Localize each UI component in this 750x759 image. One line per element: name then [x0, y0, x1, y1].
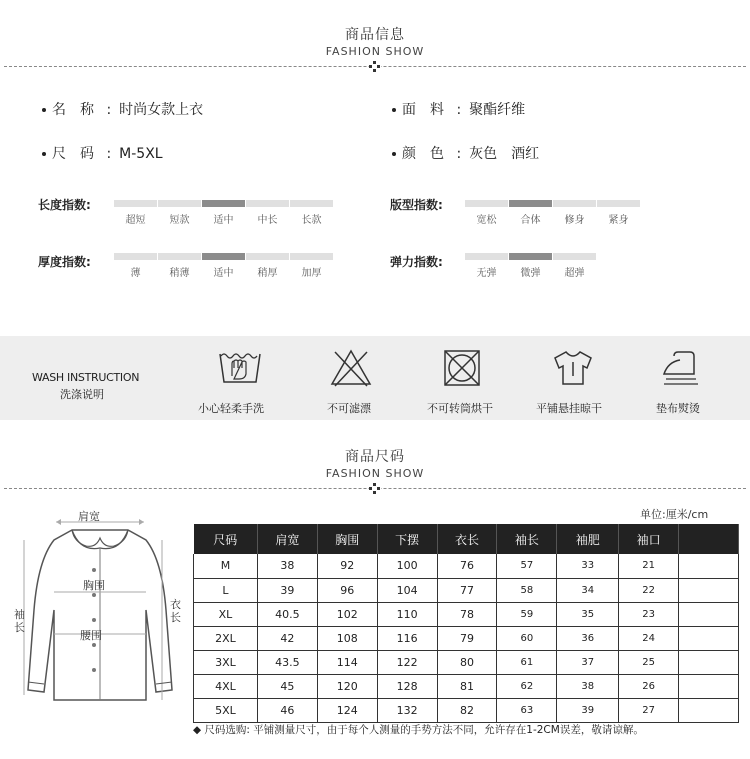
table-cell [679, 674, 739, 698]
elasticity-option [465, 253, 508, 279]
thickness-option-label: 适中 [213, 268, 234, 279]
size-table-header-cell: 袖肥 [557, 524, 619, 554]
size-section-title [0, 446, 750, 480]
wash-instruction-band [0, 336, 750, 420]
table-cell: 21 [619, 554, 679, 578]
table-cell: 116 [377, 626, 437, 650]
table-cell: 40.5 [257, 602, 317, 626]
table-cell: 46 [257, 698, 317, 722]
table-cell: 104 [377, 578, 437, 602]
table-cell: 24 [619, 626, 679, 650]
elasticity-option-label: 超弹 [564, 268, 585, 279]
table-cell: 100 [377, 554, 437, 578]
table-cell: 4XL [194, 674, 258, 698]
length-option-label: 适中 [213, 215, 234, 226]
table-cell: 132 [377, 698, 437, 722]
fit-option [553, 200, 596, 226]
length-index-label: 长度指数: [38, 198, 91, 212]
table-cell: 78 [437, 602, 497, 626]
thickness-option [290, 253, 333, 279]
length-option [158, 200, 201, 226]
table-cell: 92 [317, 554, 377, 578]
unit-label: 单位:厘米/cm [640, 508, 709, 521]
table-cell [679, 554, 739, 578]
thickness-option-label: 加厚 [301, 268, 322, 279]
line-dry-icon [551, 348, 595, 388]
wash-label-5: 垫布熨烫 [656, 402, 700, 415]
fit-option-label: 宽松 [476, 215, 497, 226]
fit-option [465, 200, 508, 226]
table-row [194, 650, 739, 674]
elasticity-option-label: 微弹 [520, 268, 541, 279]
table-cell: 59 [497, 602, 557, 626]
attr-name: 名 称 : 时尚女款上衣 [42, 99, 203, 119]
size-table-header-cell: 肩宽 [257, 524, 317, 554]
table-cell: 45 [257, 674, 317, 698]
table-cell: 61 [497, 650, 557, 674]
table-cell: 57 [497, 554, 557, 578]
size-table-header-cell: 尺码 [194, 524, 258, 554]
table-cell: 60 [497, 626, 557, 650]
table-cell: 42 [257, 626, 317, 650]
wash-label-1: 小心轻柔手洗 [198, 402, 264, 415]
table-cell: 110 [377, 602, 437, 626]
fit-option-label: 紧身 [608, 215, 629, 226]
thickness-option-label: 稍厚 [257, 268, 278, 279]
size-table-header [194, 524, 739, 554]
length-option-label: 中长 [257, 215, 278, 226]
size-table-header-cell: 胸围 [317, 524, 377, 554]
table-cell: 76 [437, 554, 497, 578]
table-cell: 82 [437, 698, 497, 722]
length-index-scale [114, 200, 334, 226]
fit-option-label: 修身 [564, 215, 585, 226]
length-option [114, 200, 157, 226]
fit-index-scale [465, 200, 641, 226]
table-cell: 38 [557, 674, 619, 698]
size-table-header-cell [679, 524, 739, 554]
table-cell: 39 [257, 578, 317, 602]
table-cell: 3XL [194, 650, 258, 674]
no-tumble-dry-icon [440, 348, 484, 388]
table-row [194, 626, 739, 650]
attr-name-label: 名 称 [52, 102, 94, 118]
elasticity-option-label: 无弹 [476, 268, 497, 279]
size-note: ◆ 尺码选购: 平铺测量尺寸，由于每个人测量的手势方法不同，允许存在1-2CM误差，敬请谅解。 [193, 724, 644, 736]
attr-color-value: 灰色 酒红 [469, 146, 540, 162]
hand-wash-icon [218, 348, 262, 388]
table-row [194, 554, 739, 578]
table-cell: 114 [317, 650, 377, 674]
thickness-index-label: 厚度指数: [38, 255, 91, 269]
diagram-shoulder-label: 肩宽 [78, 510, 100, 523]
attr-color-label: 颜 色 [402, 146, 444, 162]
section-title-cn: 商品信息 [345, 27, 405, 43]
table-cell: 37 [557, 650, 619, 674]
length-option [246, 200, 289, 226]
wash-label-2: 不可滤漂 [327, 402, 371, 415]
garment-measure-diagram [10, 500, 190, 715]
attr-size-label: 尺 码 [52, 146, 94, 162]
size-table-header-cell: 袖口 [619, 524, 679, 554]
section-title-en: FASHION SHOW [325, 467, 425, 480]
attr-size-value: M-5XL [119, 146, 163, 162]
fit-option-label: 合体 [520, 215, 541, 226]
attr-fabric-label: 面 料 [402, 102, 444, 118]
table-cell: 27 [619, 698, 679, 722]
table-cell: XL [194, 602, 258, 626]
table-cell: 79 [437, 626, 497, 650]
thickness-option [202, 253, 245, 279]
table-cell: 35 [557, 602, 619, 626]
fit-index-label: 版型指数: [390, 198, 443, 212]
size-table [193, 524, 739, 723]
length-option [290, 200, 333, 226]
fit-option [597, 200, 640, 226]
attr-fabric-value: 聚酯纤维 [469, 102, 526, 118]
iron-icon [660, 348, 704, 388]
thickness-option [158, 253, 201, 279]
table-cell: 81 [437, 674, 497, 698]
thickness-option-label: 稍薄 [169, 268, 190, 279]
table-cell: 102 [317, 602, 377, 626]
table-cell: 38 [257, 554, 317, 578]
table-cell [679, 626, 739, 650]
size-table-header-cell: 衣长 [437, 524, 497, 554]
table-cell: 43.5 [257, 650, 317, 674]
attr-fabric: 面 料 : 聚酯纤维 [392, 99, 525, 119]
table-cell: 33 [557, 554, 619, 578]
table-cell: 120 [317, 674, 377, 698]
divider-diamond-icon [369, 61, 381, 73]
section-title-en: FASHION SHOW [325, 45, 425, 58]
length-option [202, 200, 245, 226]
attr-color: 颜 色 : 灰色 酒红 [392, 143, 539, 163]
table-cell: 23 [619, 602, 679, 626]
wash-label-4: 平铺悬挂晾干 [536, 402, 602, 415]
diagram-sleeve-label: 袖长 [14, 608, 25, 634]
table-cell: 58 [497, 578, 557, 602]
table-cell: 128 [377, 674, 437, 698]
table-row [194, 674, 739, 698]
table-cell: L [194, 578, 258, 602]
product-info-title [0, 24, 750, 58]
table-cell: 63 [497, 698, 557, 722]
table-cell: 124 [317, 698, 377, 722]
table-cell [679, 650, 739, 674]
table-cell: 34 [557, 578, 619, 602]
attr-name-value: 时尚女款上衣 [119, 102, 204, 118]
length-option-label: 短款 [169, 215, 190, 226]
diagram-length-label: 衣长 [170, 598, 181, 624]
size-table-header-cell: 下摆 [377, 524, 437, 554]
length-option-label: 长款 [301, 215, 322, 226]
table-cell: 22 [619, 578, 679, 602]
table-cell: 36 [557, 626, 619, 650]
table-cell: 2XL [194, 626, 258, 650]
table-row [194, 698, 739, 722]
table-cell: 39 [557, 698, 619, 722]
wash-title-en: WASH INSTRUCTION [32, 371, 140, 384]
elasticity-index-label: 弹力指数: [390, 255, 443, 269]
thickness-option [246, 253, 289, 279]
table-cell: 122 [377, 650, 437, 674]
length-option-label: 超短 [125, 215, 146, 226]
thickness-option-label: 薄 [130, 268, 141, 279]
table-cell [679, 698, 739, 722]
no-bleach-icon [329, 348, 373, 388]
wash-title-cn: 洗涤说明 [60, 388, 104, 401]
table-cell: 80 [437, 650, 497, 674]
wash-label-3: 不可转筒烘干 [427, 402, 493, 415]
attr-size: 尺 码 : M-5XL [42, 143, 163, 163]
section-title-cn: 商品尺码 [345, 449, 405, 465]
table-cell: M [194, 554, 258, 578]
size-table-header-cell: 袖长 [497, 524, 557, 554]
thickness-index-scale [114, 253, 334, 279]
elasticity-index-scale [465, 253, 597, 279]
table-cell: 62 [497, 674, 557, 698]
elasticity-option [509, 253, 552, 279]
table-cell: 77 [437, 578, 497, 602]
table-cell: 96 [317, 578, 377, 602]
table-cell: 108 [317, 626, 377, 650]
diagram-chest-label: 胸围 [83, 579, 105, 592]
table-cell [679, 578, 739, 602]
elasticity-option [553, 253, 596, 279]
fit-option [509, 200, 552, 226]
divider-diamond-icon [369, 483, 381, 495]
table-cell: 5XL [194, 698, 258, 722]
table-cell: 26 [619, 674, 679, 698]
diagram-waist-label: 腰围 [80, 629, 102, 642]
thickness-option [114, 253, 157, 279]
table-cell [679, 602, 739, 626]
table-cell: 25 [619, 650, 679, 674]
table-row [194, 602, 739, 626]
table-row [194, 578, 739, 602]
